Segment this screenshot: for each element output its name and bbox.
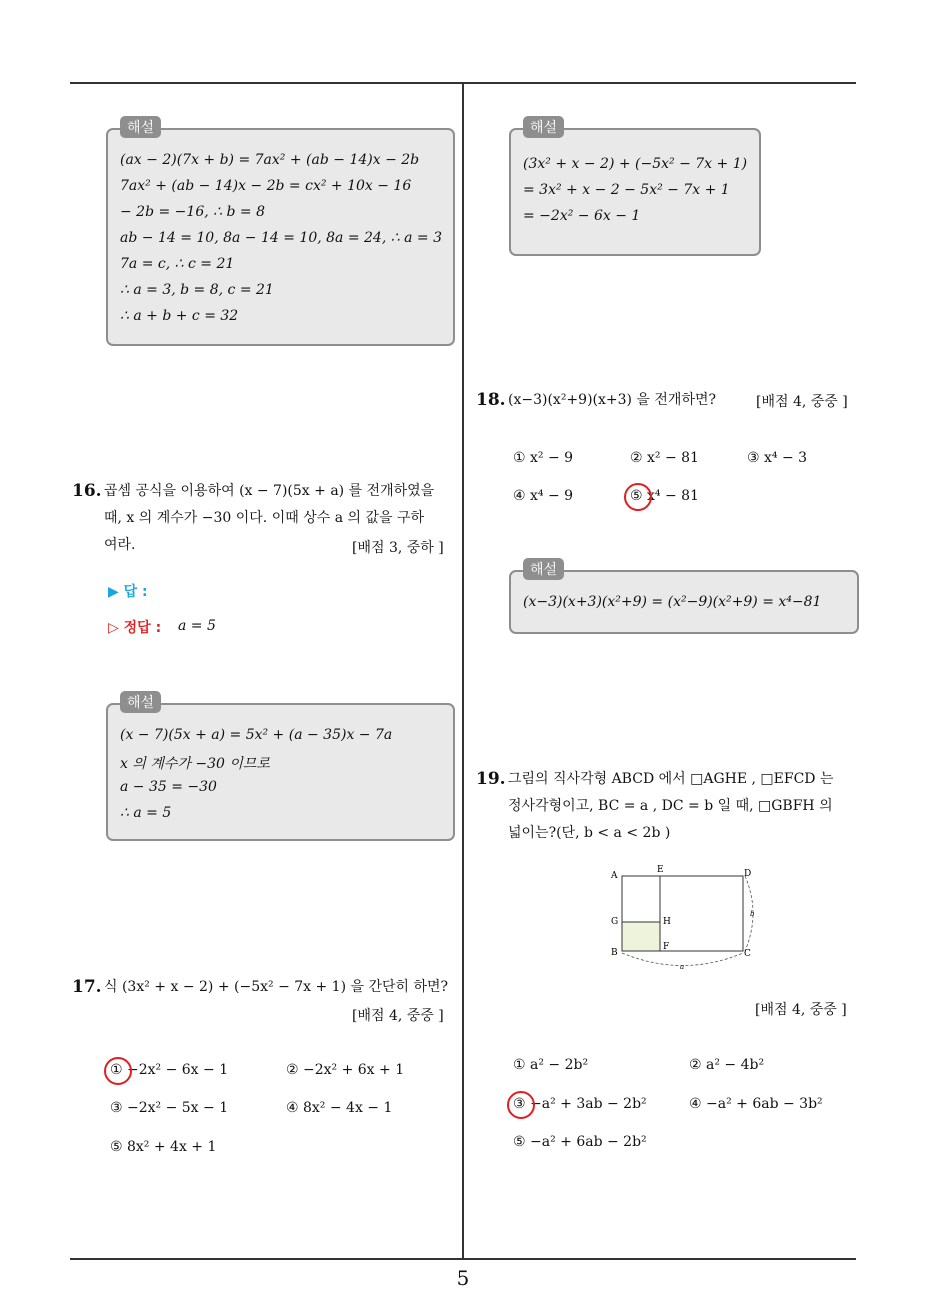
question-number: 17. — [72, 977, 102, 997]
label-b-length: b — [750, 910, 755, 918]
label-g: G — [611, 917, 619, 927]
solution-line: 7ax² + (ab − 14)x − 2b = cx² + 10x − 16 — [120, 178, 412, 194]
label-f: F — [663, 942, 670, 952]
question-text-line: 여라. — [104, 537, 136, 553]
solution-line: 7a = c, ∴ c = 21 — [120, 256, 235, 272]
choice-1[interactable]: ① −2x² − 6x − 1 — [110, 1062, 229, 1078]
solution-box-q17 — [509, 120, 761, 256]
question-text-line: 넓이는?(단, b < a < 2b ) — [508, 825, 671, 841]
question-text: 식 (3x² + x − 2) + (−5x² − 7x + 1) 을 간단히 하면? — [104, 979, 449, 995]
choice-5[interactable]: ⑤ 8x² + 4x + 1 — [110, 1139, 217, 1155]
label-b-vertex: B — [611, 948, 618, 958]
question-text-line: 곱셈 공식을 이용하여 (x − 7)(5x + a) 를 전개하였을 — [104, 483, 435, 499]
solution-line: (x − 7)(5x + a) = 5x² + (a − 35)x − 7a — [120, 727, 393, 743]
choice-4[interactable]: ④ x⁴ − 9 — [513, 488, 574, 504]
choice-4[interactable]: ④ 8x² − 4x − 1 — [286, 1100, 393, 1116]
solution-line: − 2b = −16, ∴ b = 8 — [120, 204, 265, 220]
score-label: [배점 4, 중중 ] — [755, 1002, 847, 1018]
solution-box-q18 — [509, 562, 859, 634]
choice-5[interactable]: ⑤ x⁴ − 81 — [630, 488, 699, 504]
solution-box-q15 — [106, 120, 455, 346]
choice-2[interactable]: ② −2x² + 6x + 1 — [286, 1062, 405, 1078]
page-number: 5 — [456, 1266, 470, 1290]
score-label: [배점 3, 중하 ] — [352, 540, 444, 556]
solution-line: (ax − 2)(7x + b) = 7ax² + (ab − 14)x − 2b — [120, 152, 420, 168]
solution-tag: 해설 — [523, 116, 564, 138]
solution-line: ab − 14 = 10, 8a − 14 = 10, 8a = 24, ∴ a = 3 — [120, 230, 442, 246]
solution-box-q16 — [106, 695, 455, 841]
label-e: E — [657, 865, 664, 875]
label-a-length: a — [680, 963, 685, 971]
choice-3[interactable]: ③ −a² + 3ab − 2b² — [513, 1096, 647, 1112]
correct-answer-label: ▷ 정답 : — [108, 620, 162, 636]
choice-5[interactable]: ⑤ −a² + 6ab − 2b² — [513, 1134, 647, 1150]
rectangle-figure — [605, 860, 765, 975]
solution-line: (x−3)(x+3)(x²+9) = (x²−9)(x²+9) = x⁴−81 — [523, 594, 822, 610]
choice-3[interactable]: ③ x⁴ − 3 — [747, 450, 808, 466]
solution-line: = −2x² − 6x − 1 — [523, 208, 641, 224]
question-text-line: 그림의 직사각형 ABCD 에서 □AGHE , □EFCD 는 — [508, 771, 834, 787]
label-d: D — [744, 869, 752, 879]
solution-tag: 해설 — [120, 116, 161, 138]
solution-line: (3x² + x − 2) + (−5x² − 7x + 1) — [523, 156, 748, 172]
solution-line: ∴ a + b + c = 32 — [120, 308, 239, 324]
solution-line: x 의 계수가 −30 이므로 — [120, 756, 270, 772]
selected-answer-circle — [507, 1091, 535, 1119]
solution-tag: 해설 — [120, 691, 161, 713]
column-divider — [462, 83, 464, 1259]
score-label: [배점 4, 중중 ] — [352, 1008, 444, 1024]
question-number: 16. — [72, 481, 102, 501]
label-c: C — [744, 949, 751, 959]
question-text-line: 때, x 의 계수가 −30 이다. 이때 상수 a 의 값을 구하 — [104, 510, 425, 526]
solution-tag: 해설 — [523, 558, 564, 580]
shaded-region-gbfh — [622, 922, 660, 951]
solution-line: a − 35 = −30 — [120, 779, 217, 795]
selected-answer-circle — [624, 483, 652, 511]
selected-answer-circle — [104, 1057, 132, 1085]
solution-line: ∴ a = 3, b = 8, c = 21 — [120, 282, 274, 298]
solution-line: ∴ a = 5 — [120, 805, 172, 821]
choice-2[interactable]: ② a² − 4b² — [689, 1057, 765, 1073]
correct-answer-value: a = 5 — [178, 618, 216, 634]
choice-4[interactable]: ④ −a² + 6ab − 3b² — [689, 1096, 823, 1112]
choice-2[interactable]: ② x² − 81 — [630, 450, 699, 466]
choice-1[interactable]: ① x² − 9 — [513, 450, 574, 466]
solution-line: = 3x² + x − 2 − 5x² − 7x + 1 — [523, 182, 730, 198]
question-number: 18. — [476, 390, 506, 410]
choice-3[interactable]: ③ −2x² − 5x − 1 — [110, 1100, 229, 1116]
question-text: (x−3)(x²+9)(x+3) 을 전개하면? — [508, 392, 717, 408]
label-a-vertex: A — [611, 871, 618, 881]
question-number: 19. — [476, 769, 506, 789]
choice-1[interactable]: ① a² − 2b² — [513, 1057, 589, 1073]
question-text-line: 정사각형이고, BC = a , DC = b 일 때, □GBFH 의 — [508, 798, 833, 814]
score-label: [배점 4, 중중 ] — [756, 394, 848, 410]
label-h: H — [663, 917, 671, 927]
answer-label: ▶ 답 : — [108, 584, 148, 600]
